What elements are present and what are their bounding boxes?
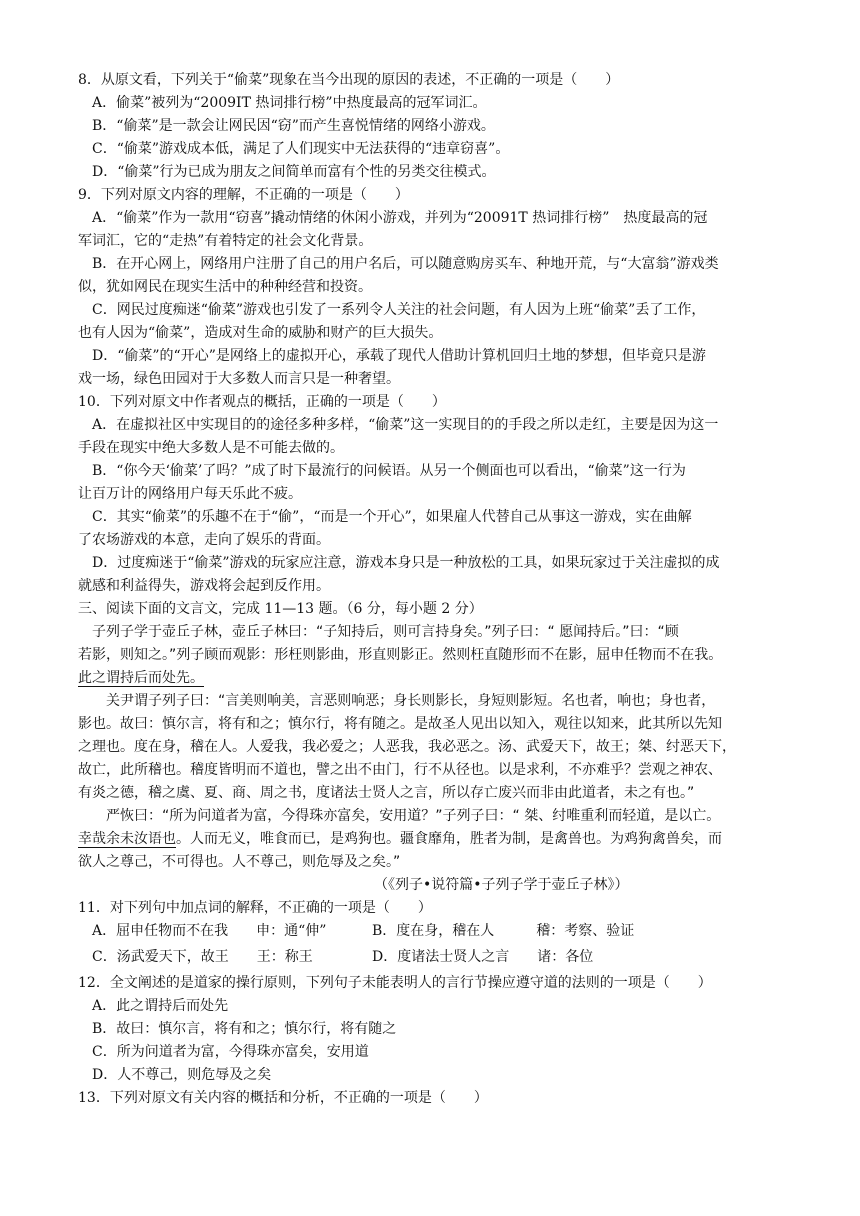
q12-option-b: B．故曰：慎尔言，将有和之；慎尔行，将有随之 [92, 1021, 397, 1037]
passage-p2-line5: 有炎之德，稽之虞、夏、商、周之书，度诸法士贤人之言，所以存亡废兴而非由此道者，未之有也。” [78, 785, 695, 801]
q9-option-d-line1: D．“偷菜”的“开心”是网络上的虚拟开心，承载了现代人借助计算机回归土地的梦想，但毕竟只是游 [92, 348, 706, 364]
q9-option-b-line2: 似，犹如网民在现实生活中的种种经营和投资。 [78, 279, 372, 295]
q10-option-b-line1: B．“你今天‘偷菜’了吗？”成了时下最流行的问候语。从另一个侧面也可以看出，“偷菜”这一行为 [92, 463, 686, 479]
passage-p3-underlined-sentence: 幸哉余未汝语也 [78, 831, 176, 847]
q9-option-b-line1: B．在开心网上，网络用户注册了自己的用户名后，可以随意购房买车、种地开荒，与“大富翁”游戏类 [92, 256, 719, 272]
passage-p1-line1: 子列子学于壶丘子林，壶丘子林曰：“子知持后，则可言持身矣。”列子曰：“ 愿闻持后。”曰：“顾 [92, 624, 679, 640]
q10-option-d-line1: D．过度痴迷于“偷菜”游戏的玩家应注意，游戏本身只是一种放松的工具，如果玩家过于关注虚拟的成 [92, 555, 720, 571]
q9-option-a-line2: 军词汇，它的“走热”有着特定的社会文化背景。 [78, 233, 373, 249]
q10-stem: 10．下列对原文中作者观点的概括，正确的一项是（ ） [78, 394, 446, 410]
q10-option-a-line2: 手段在现实中绝大多数人是不可能去做的。 [78, 440, 344, 456]
section3-heading: 三、阅读下面的文言文，完成 11—13 题。（6 分，每小题 2 分） [78, 601, 483, 617]
passage-p3-line3: 欲人之尊己，不可得也。人不尊己，则危辱及之矣。” [78, 854, 401, 870]
q9-option-a-line1: A．“偷菜”作为一款用“窃喜”撬动情绪的休闲小游戏，并列为“20091T 热词排行榜” 热度最高的冠 [92, 210, 708, 226]
passage-p2-line4: 故亡，此所稽也。稽度皆明而不道也，譬之出不由门，行不从径也。以是求利，不亦难乎？尝观之神农、 [78, 762, 722, 778]
passage-p3-line1: 严恢曰：“所为问道者为富，今得珠亦富矣，安用道？”子列子曰：“ 桀、纣唯重利而轻道，是以亡。 [106, 808, 721, 824]
q12-option-c: C．所为问道者为富，今得珠亦富矣，安用道 [92, 1044, 369, 1060]
passage-source: （《列子•说符篇•子列子学于壶丘子林》） [374, 877, 629, 893]
q10-option-c-line1: C．其实“偷菜”的乐趣不在于“偷”，“而是一个开心”，如果雇人代替自己从事这一游戏，实在曲解 [92, 509, 692, 525]
passage-p1-line3-underlined: 此之谓持后而处先。 [78, 670, 204, 686]
q9-option-d-line2: 戏一场，绿色田园对于大多数人而言只是一种奢望。 [78, 371, 400, 387]
passage-p2-line1: 关尹谓子列子曰：“言美则响美，言恶则响恶；身长则影长，身短则影短。名也者，响也；身也者， [106, 693, 716, 709]
q8-option-c: C．“偷菜”游戏成本低，满足了人们现实中无法获得的“违章窃喜”。 [92, 141, 510, 157]
q9-option-c-line1: C．网民过度痴迷“偷菜”游戏也引发了一系列令人关注的社会问题，有人因为上班“偷菜”丢了工作， [92, 302, 706, 318]
q11-option-d: D．度诸法士贤人之言 诸：各位 [372, 949, 594, 965]
passage-p3-line2 [78, 829, 722, 849]
q10-option-c-line2: 了农场游戏的本意，走向了娱乐的背面。 [78, 532, 330, 548]
q13-stem: 13．下列对原文有关内容的概括和分析，不正确的一项是（ ） [78, 1090, 488, 1106]
passage-p3-line2-rest: 。人而无义，唯食而已，是鸡狗也。疆食靡角，胜者为制，是禽兽也。为鸡狗禽兽矣，而 [176, 831, 722, 847]
q8-option-a: A．偷菜”被列为“2009IT 热词排行榜”中热度最高的冠军词汇。 [92, 95, 487, 111]
q11-stem: 11．对下列句中加点词的解释，不正确的一项是（ ） [78, 900, 432, 916]
q8-option-d: D．“偷菜”行为已成为朋友之间简单而富有个性的另类交往模式。 [92, 164, 496, 180]
q12-option-d: D．人不尊己，则危辱及之矣 [92, 1067, 272, 1083]
q9-option-c-line2: 也有人因为“偷菜”，造成对生命的威胁和财产的巨大损失。 [78, 325, 443, 341]
q8-stem: 8．从原文看，下列关于“偷菜”现象在当今出现的原因的表述，不正确的一项是（ ） [78, 72, 620, 88]
passage-p2-line2: 影也。故曰：慎尔言，将有和之；慎尔行，将有随之。是故圣人见出以知入，观往以知来，此其所以先知 [78, 716, 722, 732]
q8-option-b: B．“偷菜”是一款会让网民因“窃”而产生喜悦情绪的网络小游戏。 [92, 118, 495, 134]
q11-option-b: B．度在身，稽在人 稽：考察、验证 [372, 923, 635, 939]
passage-p1-line2: 若影，则知之。”列子顾而观影：形枉则影曲，形直则影正。然则枉直随形而不在影，屈申任物而不在我。 [78, 647, 723, 663]
q10-option-a-line1: A．在虚拟社区中实现目的的途径多种多样，“偷菜”这一实现目的的手段之所以走红，主要是因为这一 [92, 417, 719, 433]
q11-option-c: C．汤武爱天下，故王 王：称王 [92, 949, 313, 965]
q12-stem: 12．全文阐述的是道家的操行原则，下列句子未能表明人的言行节操应遵守道的法则的一项是（ ） [78, 975, 712, 991]
q12-option-a: A．此之谓持后而处先 [92, 998, 229, 1014]
q10-option-d-line2: 就感和利益得失，游戏将会起到反作用。 [78, 578, 330, 594]
q11-option-a: A．屈申任物而不在我 申：通“伸” [92, 923, 327, 939]
q10-option-b-line2: 让百万计的网络用户每天乐此不疲。 [78, 486, 302, 502]
q9-stem: 9．下列对原文内容的理解，不正确的一项是（ ） [78, 187, 409, 203]
passage-p2-line3: 之理也。度在身，稽在人。人爱我，我必爱之；人恶我，我必恶之。汤、武爱天下，故王；桀、纣恶天下， [78, 739, 736, 755]
